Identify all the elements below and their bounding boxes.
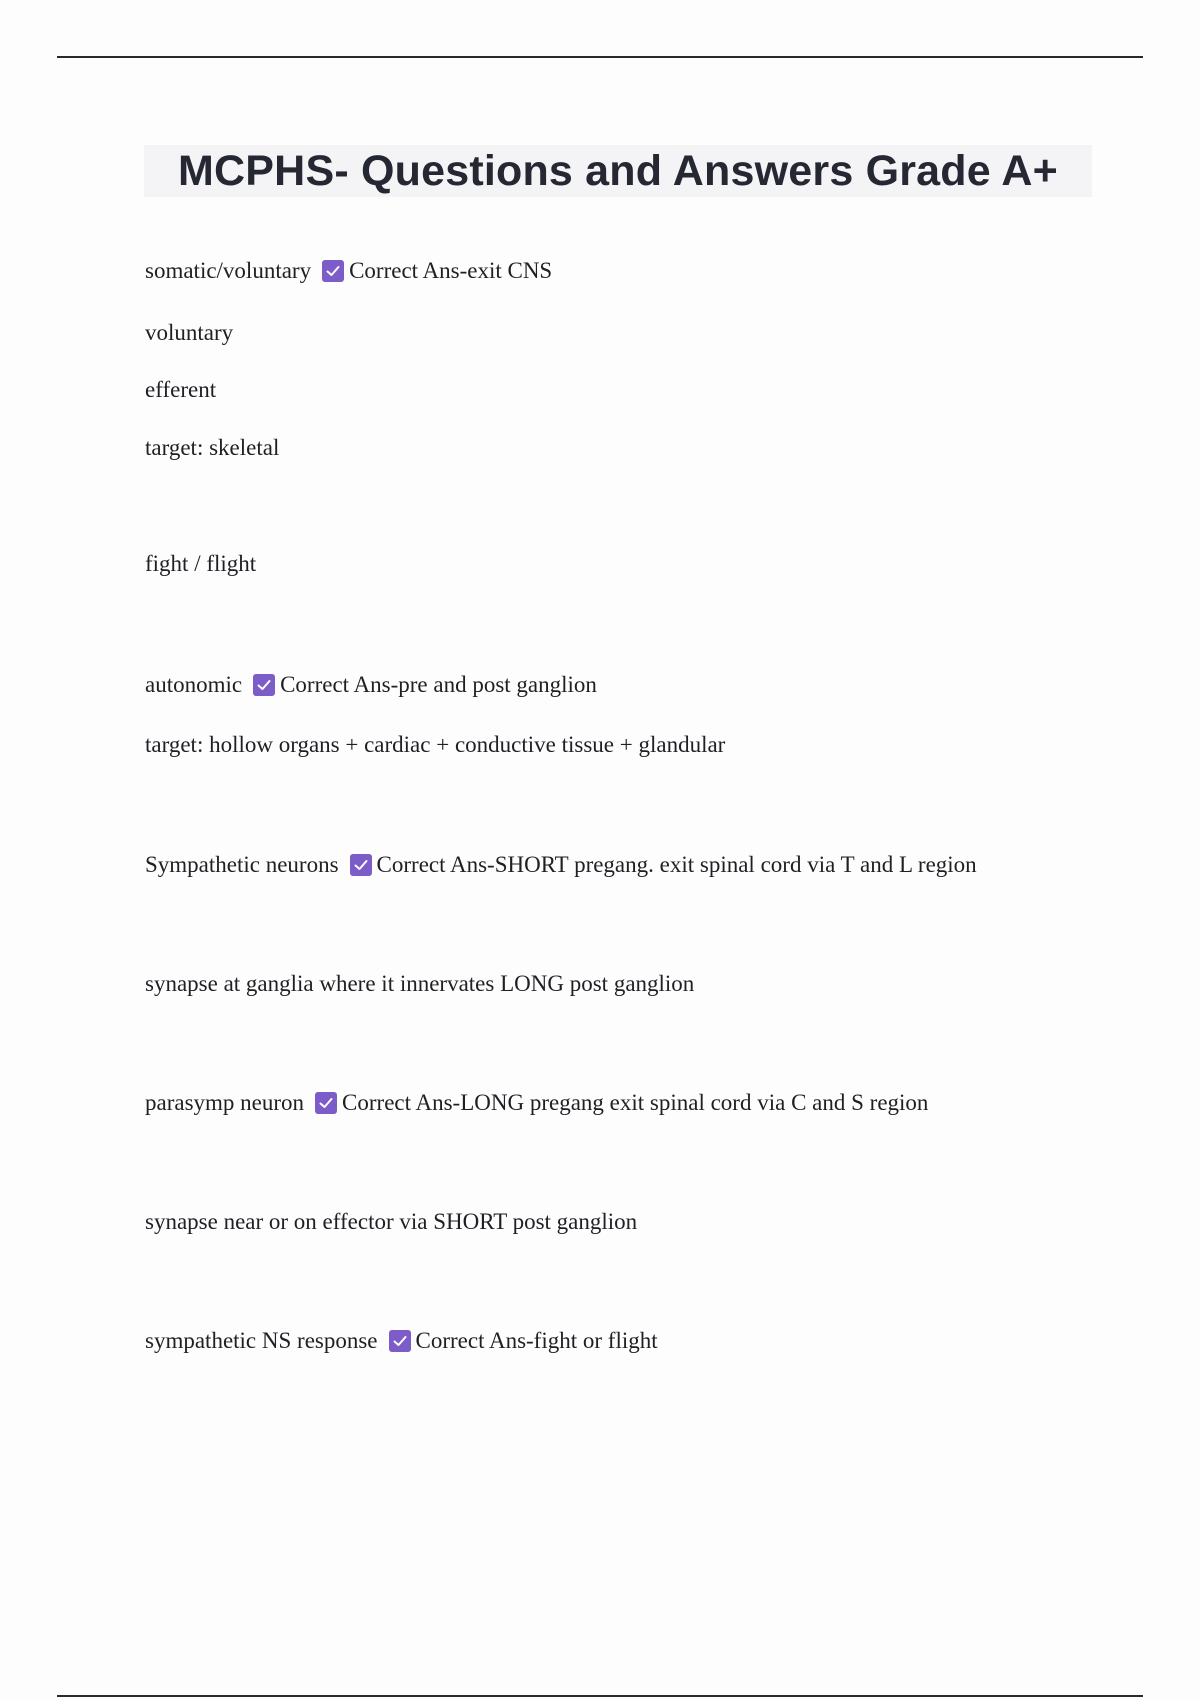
text-line [145,969,694,999]
answer-text: Correct Ans-exit CNS [349,258,553,283]
qa-line-autonomic [145,670,597,700]
question-text: autonomic [145,672,243,697]
text-line [145,318,233,348]
checkmark-box-icon [315,1092,337,1114]
qa-line-somatic [145,256,552,286]
question-text: somatic/voluntary [145,258,312,283]
text-line [145,549,256,579]
checkmark-box-icon [350,854,372,876]
answer-text: Correct Ans-SHORT pregang. exit spinal cord via T and L region [376,852,977,877]
text-line [145,730,725,760]
qa-line-sympathetic-neurons [145,850,977,880]
line-text: target: hollow organs + cardiac + conductive tissue + glandular [145,732,726,757]
qa-line-sympathetic-ns-response [145,1326,658,1356]
top-rule [57,56,1143,58]
line-text: fight / flight [145,551,257,576]
line-text: efferent [145,377,217,402]
line-text: synapse at ganglia where it innervates LONG post ganglion [145,971,695,996]
question-text: sympathetic NS response [145,1328,378,1353]
checkmark-box-icon [389,1330,411,1352]
bottom-rule [57,1695,1143,1697]
title-banner [144,145,1092,197]
question-text: Sympathetic neurons [145,852,339,877]
question-text: parasymp neuron [145,1090,305,1115]
qa-line-parasymp-neuron [145,1088,928,1118]
page-title: MCPHS- Questions and Answers Grade A+ [178,146,1058,195]
text-line [145,1207,637,1237]
answer-text: Correct Ans-LONG pregang exit spinal cord via C and S region [342,1090,929,1115]
text-line [145,375,216,405]
line-text: synapse near or on effector via SHORT post ganglion [145,1209,638,1234]
answer-text: Correct Ans-fight or flight [415,1328,658,1353]
checkmark-box-icon [253,674,275,696]
text-line [145,433,279,463]
line-text: voluntary [145,320,234,345]
checkmark-box-icon [322,260,344,282]
line-text: target: skeletal [145,435,280,460]
answer-text: Correct Ans-pre and post ganglion [280,672,597,697]
